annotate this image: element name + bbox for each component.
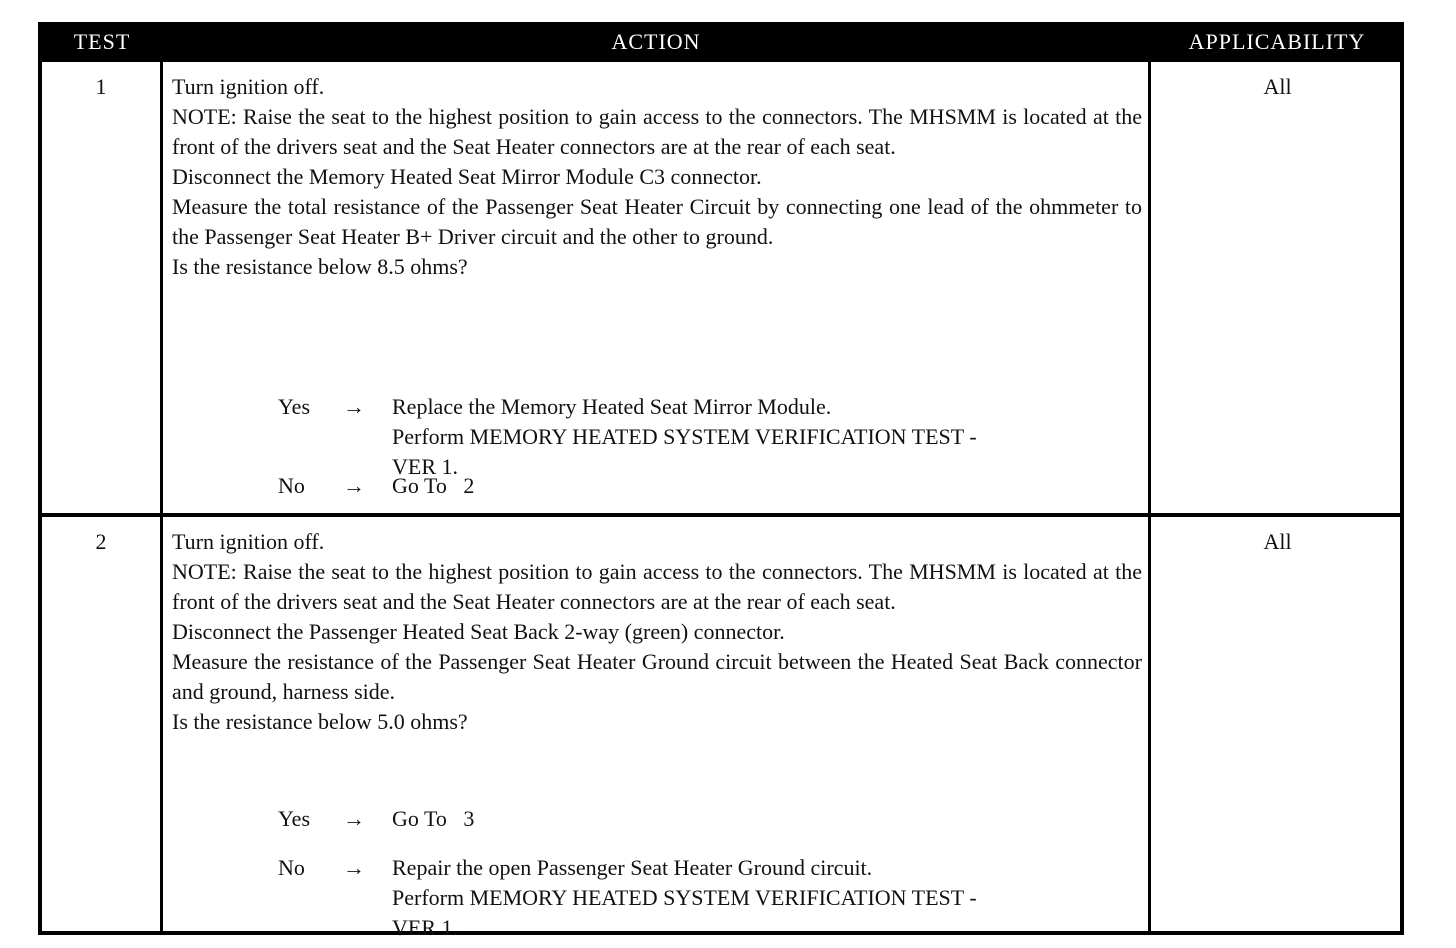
outcome-line: Perform MEMORY HEATED SYSTEM VERIFICATION TEST - <box>392 424 977 449</box>
arrow-icon: → <box>343 806 365 831</box>
action-question: Is the resistance below 8.5 ohms? <box>172 254 468 279</box>
yes-label: Yes <box>278 806 311 831</box>
action-note: NOTE: Raise the seat to the highest position to gain access to the connectors. The MHSMM is located at the front of the drivers seat and the Seat Heater connectors are at the rear of each seat. <box>172 559 1142 614</box>
table-header <box>42 22 1400 62</box>
action-text <box>172 72 1142 282</box>
outcome-line: Repair the open Passenger Seat Heater Ground circuit. <box>392 855 873 880</box>
action-question: Is the resistance below 5.0 ohms? <box>172 709 468 734</box>
column-divider <box>160 517 163 935</box>
action-step: Measure the resistance of the Passenger Seat Heater Ground circuit between the Heated Seat Back connector and ground, harness side. <box>172 649 1142 704</box>
outcome-line: VER 1. <box>392 454 458 479</box>
action-text <box>172 527 1142 737</box>
action-note: NOTE: Raise the seat to the highest position to gain access to the connectors. The MHSMM is located at the front of the drivers seat and the Seat Heater connectors are at the rear of each seat. <box>172 104 1142 159</box>
no-outcome <box>392 853 1148 943</box>
column-divider <box>160 62 163 513</box>
action-step: Measure the total resistance of the Passenger Seat Heater Circuit by connecting one lead of the ohmmeter to the Passenger Seat Heater B+ Driver circuit and the other to ground. <box>172 194 1142 249</box>
outcome-line: Go To 2 <box>392 473 475 498</box>
no-label: No <box>278 855 305 880</box>
outcome-line: Perform MEMORY HEATED SYSTEM VERIFICATION TEST - <box>392 885 977 910</box>
arrow-icon: → <box>343 855 365 880</box>
column-divider <box>1148 62 1151 513</box>
test-number: 1 <box>95 74 107 99</box>
outcome-line: Go To 3 <box>392 806 475 831</box>
action-step: Disconnect the Passenger Heated Seat Back 2-way (green) connector. <box>172 619 785 644</box>
column-divider <box>1148 517 1151 935</box>
applicability-value: All <box>1263 529 1292 554</box>
test-number: 2 <box>95 529 107 554</box>
outcome-line: Replace the Memory Heated Seat Mirror Module. <box>392 394 832 419</box>
header-action: ACTION <box>611 29 701 54</box>
header-test: TEST <box>73 29 131 54</box>
arrow-icon: → <box>343 473 365 498</box>
action-step: Disconnect the Memory Heated Seat Mirror Module C3 connector. <box>172 164 762 189</box>
yes-label: Yes <box>278 394 311 419</box>
arrow-icon: → <box>343 394 365 419</box>
yes-outcome <box>392 804 1148 834</box>
table-row <box>42 517 1400 940</box>
diagnostic-test-table <box>38 22 1404 940</box>
action-step: Turn ignition off. <box>172 74 325 99</box>
no-label: No <box>278 473 305 498</box>
no-outcome <box>392 471 1148 501</box>
action-step: Turn ignition off. <box>172 529 325 554</box>
yes-outcome <box>392 392 1148 482</box>
outcome-line: VER 1. <box>392 915 458 940</box>
table-row <box>42 62 1400 517</box>
applicability-value: All <box>1263 74 1292 99</box>
header-applicability: APPLICABILITY <box>1188 29 1366 54</box>
